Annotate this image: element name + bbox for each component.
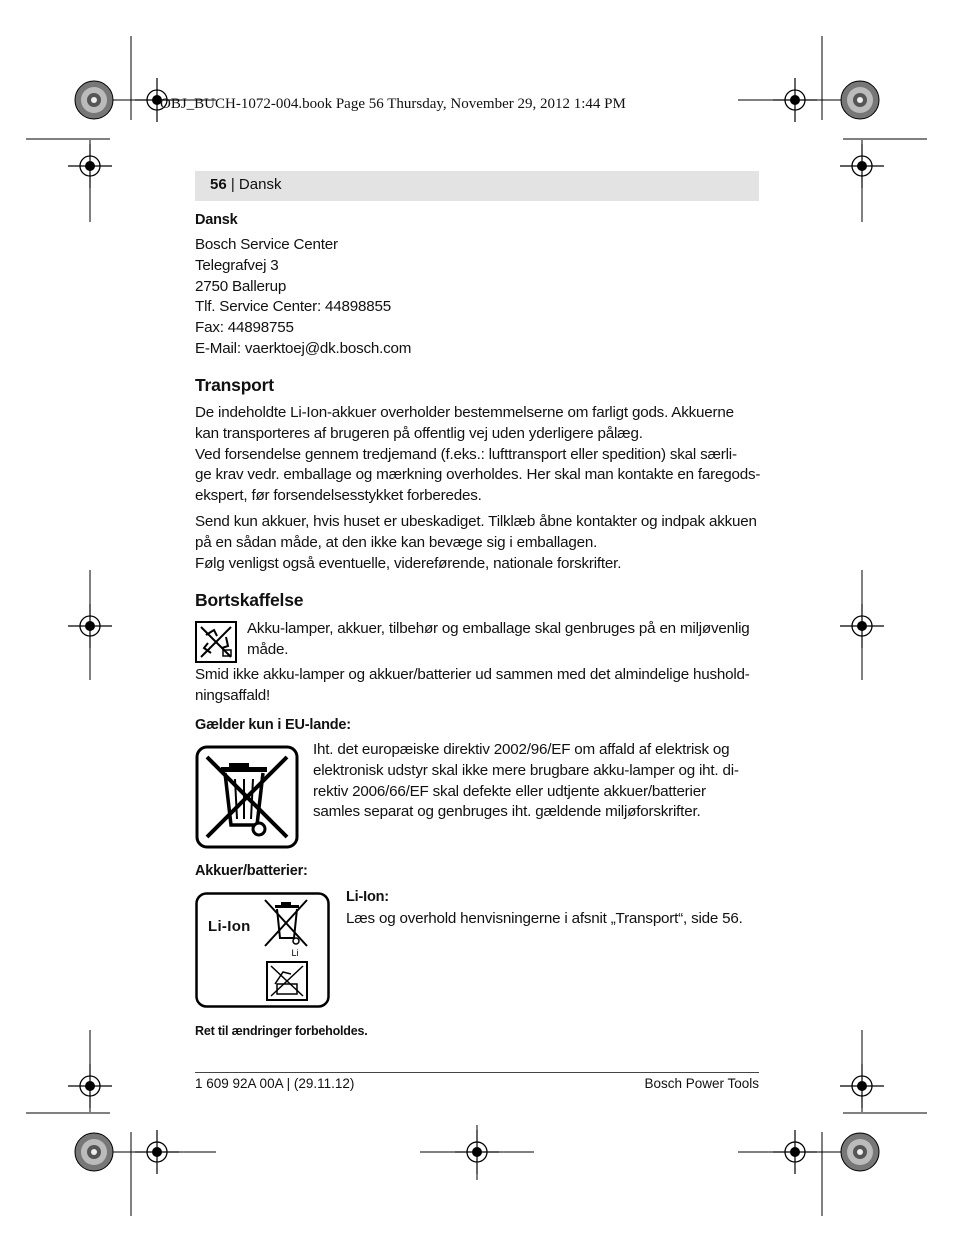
transport-paragraph-2 — [195, 512, 761, 574]
footer-divider — [195, 1072, 759, 1073]
text-line: kan transporteres af brugeren på offentlig vej uden yderligere pålæg. — [195, 424, 643, 442]
text-line: Smid ikke akku-lamper og akkuer/batterier ud sammen med det almindelige hushold- — [195, 666, 750, 683]
registration-mark-icon — [773, 78, 817, 122]
li-small-label: Li — [291, 948, 299, 958]
print-header: OBJ_BUCH-1072-004.book Page 56 Thursday, November 29, 2012 1:44 PM — [160, 96, 626, 112]
registration-mark-icon — [840, 604, 884, 648]
contact-line: Fax: 44898755 — [195, 319, 294, 337]
footer-brand: Bosch Power Tools — [644, 1076, 759, 1091]
text-line: Ved forsendelse gennem tredjemand (f.eks.: lufttransport eller spedition) skal særli- — [195, 445, 737, 463]
registration-mark-icon — [455, 1130, 499, 1174]
text-line: måde. — [247, 640, 289, 658]
text-line: ningsaffald! — [195, 686, 271, 704]
change-notice: Ret til ændringer forbeholdes. — [195, 1024, 368, 1038]
text-line: ge krav vedr. emballage og mærkning overholdes. Her skal man kontakte en faregods- — [195, 466, 761, 484]
eu-text — [313, 740, 759, 823]
registration-mark-icon — [840, 1064, 884, 1108]
contact-email: E-Mail: vaerktoej@dk.bosch.com — [195, 339, 412, 357]
registration-mark-icon — [773, 1130, 817, 1174]
contact-line: 2750 Ballerup — [195, 277, 287, 295]
contact-heading: Dansk — [195, 212, 238, 228]
li-ion-text: Læs og overhold henvisningerne i afsnit „Transport“, side 56. — [346, 910, 743, 927]
color-wheel-icon — [841, 1133, 879, 1171]
registration-mark-icon — [68, 1064, 112, 1108]
text-line: Akku-lamper, akkuer, tilbehør og emballage skal genbruges på en miljøvenlig — [247, 620, 750, 637]
color-wheel-icon — [841, 81, 879, 119]
page-band-label — [210, 176, 281, 193]
text-line: samles separat og genbruges iht. gældende miljøforskrifter. — [313, 803, 701, 821]
li-ion-label: Li-Ion — [208, 918, 251, 935]
registration-mark-icon — [135, 1130, 179, 1174]
text-line: De indeholdte Li-Ion-akkuer overholder bestemmelserne om farligt gods. Akkuerne — [195, 404, 734, 421]
li-ion-sub-heading: Li-Ion: — [346, 889, 389, 905]
eu-heading: Gælder kun i EU-lande: — [195, 717, 351, 733]
recycling-symbol-icon — [267, 962, 307, 1000]
contact-line: Bosch Service Center — [195, 236, 338, 253]
band-separator: | — [226, 176, 239, 193]
registration-mark-icon — [68, 604, 112, 648]
text-line: rektiv 2006/66/EF skal defekte eller udtjente akkuer/batterier — [313, 782, 706, 800]
color-wheel-icon — [75, 1133, 113, 1171]
disposal-icon-text — [247, 619, 761, 661]
text-line: på en sådan måde, at den ikke kan bevæge sig i emballagen. — [195, 533, 598, 551]
text-line: Send kun akkuer, hvis huset er ubeskadiget. Tilklæb åbne kontakter og indpak akkuen — [195, 513, 757, 530]
registration-mark-icon — [68, 144, 112, 188]
contact-line: Tlf. Service Center: 44898855 — [195, 298, 391, 316]
recycling-symbol-icon — [195, 621, 237, 663]
text-line: Iht. det europæiske direktiv 2002/96/EF om affald af elektrisk og — [313, 741, 730, 758]
text-line: ekspert, før forsendelsesstykket forberedes. — [195, 487, 482, 505]
crossed-out-bin-icon — [195, 745, 299, 849]
text-line: Følg venligst også eventuelle, videreførende, nationale forskrifter. — [195, 554, 622, 572]
color-wheel-icon — [75, 81, 113, 119]
li-ion-symbol-icon — [195, 892, 330, 1008]
page-number: 56 — [210, 176, 227, 193]
footer-part-number: 1 609 92A 00A | (29.11.12) — [195, 1076, 355, 1091]
registration-mark-icon — [840, 144, 884, 188]
band-language: Dansk — [238, 176, 282, 193]
contact-address — [195, 235, 761, 360]
transport-paragraph-1 — [195, 403, 761, 507]
contact-line: Telegrafvej 3 — [195, 256, 279, 274]
batteries-heading: Akkuer/batterier: — [195, 863, 308, 879]
disposal-warning — [195, 665, 761, 707]
transport-heading: Transport — [195, 375, 274, 395]
text-line: elektronisk udstyr skal ikke mere brugbare akku-lamper og iht. di- — [313, 761, 739, 779]
disposal-heading: Bortskaffelse — [195, 590, 304, 610]
